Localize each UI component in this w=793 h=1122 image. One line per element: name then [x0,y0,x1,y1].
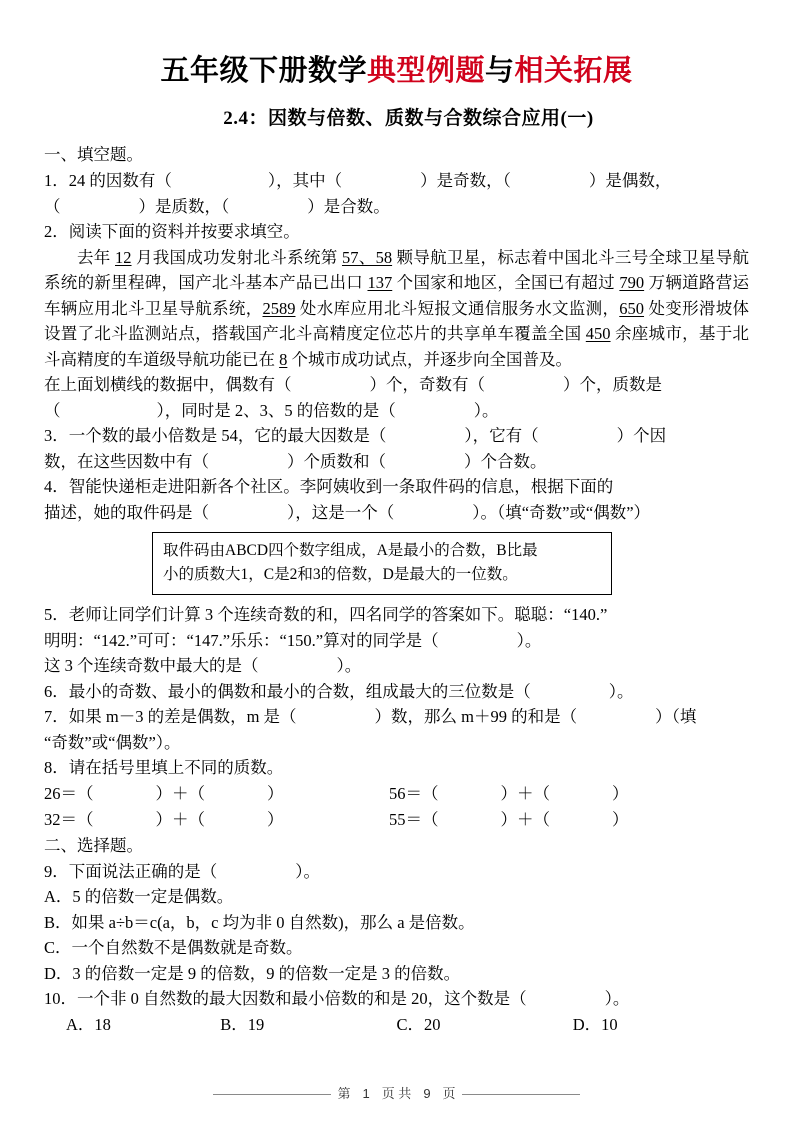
question-4-note-box [152,532,612,595]
q2-underlined-number: 57、58 [341,247,393,267]
footer-page-number: 1 [362,1086,370,1101]
question-9-option-b[interactable]: B．如果 a÷b＝c(a，b，c 均为非 0 自然数)，那么 a 是倍数。 [44,912,475,932]
question-8-row-1 [44,781,749,807]
footer-prefix: 第 [337,1086,351,1101]
section-heading-choice: 二、选择题。 [44,835,143,855]
q2-sub-text-f: ）。 [473,400,499,420]
q8-r1r-c: ） [612,783,629,803]
footer-rule-right [462,1094,580,1095]
q8-r2l-c: ） [267,809,284,829]
q7-text-c: ）（填 [655,707,697,726]
question-9-option-a[interactable]: A．5 的倍数一定是偶数。 [44,887,234,906]
q2-underlined-number: 2589 [262,298,296,318]
q4-text-d: ）。（填“奇数”或“偶数”） [472,502,651,522]
q2-sub-text-c: ）个，质数是 [563,375,662,394]
q2-passage-text: 月我国成功发射北斗系统第 [131,247,342,267]
q8-r1r-a: 56＝（ [389,783,439,803]
q2-passage-text: 颗导航卫星，标志着中国北斗三号全球卫星导航系统的新里程碑，国产北斗基本产品已出口 [44,247,750,292]
q2-underlined-number: 137 [367,273,393,292]
q2-passage-text: 处变形滑坡体设置了北斗监测站点，搭载国产北斗高精度定位芯片的共享单车覆盖全国 [44,298,750,343]
question-4-line-1: 4．智能快递柜走进阳新各个社区。李阿姨收到一条取件码的信息，根据下面的 [44,477,614,496]
q8-r2r-b: ）＋（ [500,809,550,829]
question-9-option-c[interactable]: C．一个自然数不是偶数就是奇数。 [44,938,303,957]
q3-text-f: ）个合数。 [464,451,547,471]
q7-text-a: 7．如果 m－3 的差是偶数，m 是（ [44,707,297,726]
q8-r2r-a: 55＝（ [389,809,439,829]
question-3-line-2 [44,449,749,475]
question-3-line-1 [44,423,749,449]
question-5-line-1: 5．老师让同学们计算 3 个连续奇数的和，四名同学的答案如下。聪聪：“140.” [44,605,608,624]
q8-r1l-c: ） [267,783,284,803]
question-1-line-2 [44,194,749,220]
q10-text-a: 10．一个非 0 自然数的最大因数和最小倍数的和是 20，这个数是（ [44,989,527,1008]
q1-text-f: ）是质数，（ [138,196,230,216]
question-2-sub-line-2 [44,398,749,424]
q4-text-c: ），这是一个（ [287,502,395,522]
page-subtitle: 2.4：因数与倍数、质数与合数综合应用(一) [223,108,594,129]
title-part-3: 与 [485,55,515,87]
q8-row2-left [44,807,389,833]
question-6-line [44,679,749,705]
page-footer [0,1083,793,1102]
q1-text-a: 1．24 的因数有（ [44,171,172,190]
document-body [44,142,749,1038]
q2-passage-text: 处水库应用北斗短报文通信服务水文监测， [295,298,620,318]
q8-r1r-b: ）＋（ [500,783,550,803]
section-heading-fill-blank: 一、填空题。 [44,145,143,164]
question-2-heading: 2．阅读下面的资料并按要求填空。 [44,222,300,241]
question-10-option-d[interactable]: D．10 [572,1014,618,1034]
title-part-2: 典型例题 [366,55,485,87]
question-5-line-3 [44,653,749,679]
q6-text-a: 6．最小的奇数、最小的偶数和最小的合数，组成最大的三位数是（ [44,681,531,701]
q5-text-b: 明明：“142.”可可：“147.”乐乐：“150.”算对的同学是（ [44,630,439,650]
question-9-option-d[interactable]: D．3 的倍数一定是 9 的倍数，9 的倍数一定是 3 的倍数。 [44,963,461,983]
question-9-line [44,859,749,885]
q10-text-b: ）。 [604,989,630,1008]
q3-text-e: ）个质数和（ [287,451,386,471]
q8-row1-left [44,781,389,807]
q5-text-e: ）。 [336,656,362,675]
question-1-line-1 [44,168,749,194]
q8-r2r-c: ） [612,809,629,829]
q9-text-a: 9．下面说法正确的是（ [44,861,218,881]
question-7-line-2: “奇数”或“偶数”）。 [44,732,181,752]
q5-text-d: 这 3 个连续奇数中最大的是（ [44,656,259,675]
q2-underlined-number: 650 [619,298,645,318]
q8-r2l-b: ）＋（ [155,809,205,829]
question-10-option-a[interactable]: A．18 [66,1014,111,1034]
q8-r2l-a: 32＝（ [44,809,94,829]
q5-text-c: ）。 [516,630,542,650]
q8-r1l-b: ）＋（ [155,783,205,803]
q2-underlined-number: 12 [115,247,132,267]
page-title [44,48,749,89]
q2-passage-text: 个国家和地区，全国已有超过 [392,273,620,292]
q2-sub-text-b: ）个，奇数有（ [369,375,485,394]
q1-text-c: ）是奇数，（ [420,171,511,190]
question-10-options [44,1012,749,1038]
question-10-option-c[interactable]: C．20 [396,1014,441,1034]
q2-passage-text: 万辆道路营运车辆应用北斗卫星导航系统， [44,273,750,318]
q2-passage-text: 去年 [77,247,116,267]
q3-text-d: 数，在这些因数中有（ [44,451,209,471]
q6-text-b: ）。 [608,681,634,701]
note-line-1: 取件码由ABCD四个数字组成，A是最小的合数，B比最 [163,542,538,559]
footer-suffix: 页 [442,1086,456,1101]
q2-underlined-number: 790 [619,273,645,292]
q2-underlined-number: 8 [279,349,288,369]
question-5-line-2 [44,628,749,654]
footer-rule-left [213,1094,331,1095]
question-2-passage [44,245,749,373]
q3-text-c: ）个因 [616,426,667,445]
question-10-option-b[interactable]: B．19 [220,1014,265,1034]
question-8-row-2 [44,807,749,833]
q8-row2-right [389,807,734,833]
question-10-line [44,986,749,1012]
footer-total-pages: 9 [423,1086,431,1101]
q7-text-b: ）数，那么 m＋99 的和是（ [374,707,578,726]
question-4-line-2 [44,500,749,526]
q2-sub-text-e: ），同时是 2、3、5 的倍数的是（ [156,400,396,420]
q9-text-b: ）。 [295,861,320,881]
q1-text-d: ）是偶数， [588,171,672,190]
question-8-heading: 8．请在括号里填上不同的质数。 [44,758,284,777]
q3-text-b: ），它有（ [464,426,539,445]
footer-middle: 页 共 [381,1086,412,1101]
note-line-2: 小的质数大1，C是2和3的倍数，D是最大的一位数。 [163,566,518,583]
q1-text-e: （ [44,196,61,216]
q2-passage-text: 个城市成功试点，并逐步向全国普及。 [287,349,572,369]
q4-text-b: 描述，她的取件码是（ [44,502,209,522]
question-7-line-1 [44,704,749,730]
q8-r1l-a: 26＝（ [44,783,94,803]
title-part-1: 五年级下册数学 [160,55,367,87]
question-2-sub-line-1 [44,372,749,398]
q1-text-g: ）是合数。 [307,196,390,216]
q2-underlined-number: 450 [585,324,611,343]
q1-text-b: ），其中（ [267,171,343,190]
q2-sub-text-d: （ [44,400,61,420]
q2-sub-text-a: 在上面划横线的数据中，偶数有（ [44,375,292,394]
q2-passage-text: 余座城市，基于北斗高精度的车道级导航功能已在 [44,324,750,369]
q3-text-a: 3．一个数的最小倍数是 54，它的最大因数是（ [44,426,387,445]
title-part-4: 相关拓展 [514,55,633,87]
q8-row1-right [389,781,734,807]
